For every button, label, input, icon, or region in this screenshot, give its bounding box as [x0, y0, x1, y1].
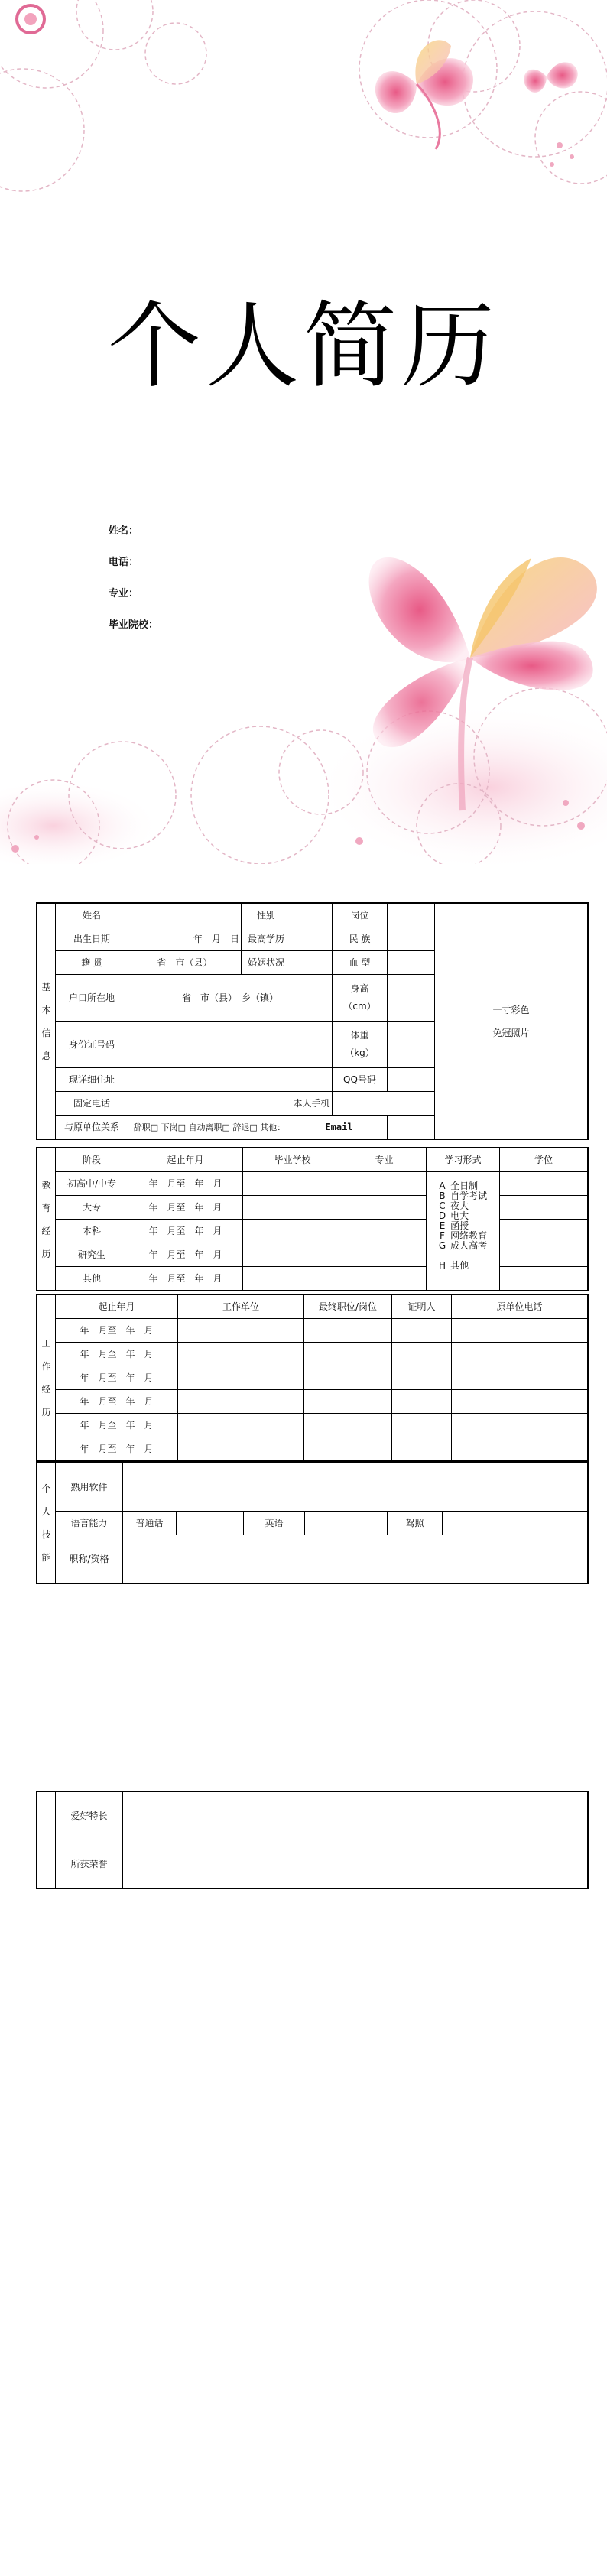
cover-field-label: 毕业院校：	[109, 619, 159, 631]
label-birth: 出生日期	[56, 927, 128, 951]
label-weight	[333, 1022, 388, 1068]
section-char: 个	[41, 1483, 51, 1494]
edu-school[interactable]	[243, 1243, 342, 1267]
basic-section-label	[37, 904, 56, 1139]
section-char: 能	[41, 1552, 51, 1563]
label-driving: 驾照	[388, 1512, 443, 1535]
field-gender[interactable]	[291, 904, 333, 927]
section-char: 息	[41, 1050, 51, 1061]
work-header-phone: 原单位电话	[452, 1295, 588, 1319]
edu-school[interactable]	[243, 1267, 342, 1291]
work-company[interactable]	[178, 1343, 304, 1366]
form-name: 夜大	[450, 1200, 469, 1211]
extra-side	[37, 1792, 56, 1889]
work-period[interactable]: 年 月至 年 月	[56, 1319, 178, 1343]
label-degree: 最高学历	[242, 927, 291, 951]
work-reference[interactable]	[392, 1366, 452, 1390]
edu-school[interactable]	[243, 1196, 342, 1220]
work-header-reference: 证明人	[392, 1295, 452, 1319]
field-native[interactable]: 省 市（县）	[128, 951, 242, 975]
section-char: 经	[41, 1384, 51, 1395]
photo-line-1: 一寸彩色	[492, 1004, 530, 1015]
edu-period[interactable]: 年 月至 年 月	[128, 1220, 243, 1243]
form-name: 电大	[450, 1210, 469, 1221]
section-char: 本	[41, 1004, 51, 1015]
section-char: 信	[41, 1027, 51, 1038]
education-table	[37, 1148, 588, 1291]
form-name: 成人高考	[450, 1240, 488, 1251]
work-section-label	[37, 1295, 56, 1461]
work-table	[37, 1294, 588, 1461]
label-language: 语言能力	[56, 1512, 123, 1535]
work-company[interactable]	[178, 1366, 304, 1390]
skills-section-label	[37, 1463, 56, 1584]
field-mobile[interactable]	[333, 1092, 435, 1116]
edu-school[interactable]	[243, 1220, 342, 1243]
field-english[interactable]	[305, 1512, 388, 1535]
field-id[interactable]	[128, 1022, 333, 1068]
work-position[interactable]	[304, 1390, 392, 1414]
edu-period[interactable]: 年 月至 年 月	[128, 1243, 243, 1267]
field-awards[interactable]	[123, 1840, 588, 1889]
label-mandarin: 普通话	[123, 1512, 177, 1535]
work-position[interactable]	[304, 1437, 392, 1461]
basic-info-table	[37, 903, 588, 1139]
field-height[interactable]	[388, 975, 435, 1022]
edu-degree[interactable]	[500, 1172, 588, 1196]
edu-major[interactable]	[342, 1243, 427, 1267]
field-driving[interactable]	[443, 1512, 588, 1535]
edu-degree[interactable]	[500, 1243, 588, 1267]
edu-major[interactable]	[342, 1172, 427, 1196]
work-reference[interactable]	[392, 1437, 452, 1461]
label-hukou: 户口所在地	[56, 975, 128, 1022]
section-char: 历	[41, 1407, 51, 1418]
work-header-period: 起止年月	[56, 1295, 178, 1319]
form-letter: F	[440, 1230, 445, 1241]
field-position[interactable]	[388, 904, 435, 927]
work-period[interactable]: 年 月至 年 月	[56, 1390, 178, 1414]
height-unit: （cm）	[343, 1001, 376, 1012]
edu-stage: 本科	[56, 1220, 128, 1243]
work-phone[interactable]	[452, 1319, 588, 1343]
work-company[interactable]	[178, 1437, 304, 1461]
edu-period[interactable]: 年 月至 年 月	[128, 1172, 243, 1196]
work-company[interactable]	[178, 1319, 304, 1343]
work-period[interactable]: 年 月至 年 月	[56, 1366, 178, 1390]
extra-table	[37, 1792, 588, 1889]
work-position[interactable]	[304, 1414, 392, 1437]
edu-major[interactable]	[342, 1196, 427, 1220]
field-software[interactable]	[123, 1463, 588, 1512]
edu-stage: 研究生	[56, 1243, 128, 1267]
label-blood: 血 型	[333, 951, 388, 975]
form-letter: B	[439, 1191, 446, 1201]
cover-info	[109, 522, 158, 648]
field-title[interactable]	[123, 1535, 588, 1584]
edu-major[interactable]	[342, 1267, 427, 1291]
section-char: 基	[41, 981, 51, 992]
label-address: 现详细住址	[56, 1068, 128, 1092]
form-name: 全日制	[450, 1181, 479, 1191]
weight-text: 体重	[350, 1030, 369, 1041]
label-nation: 民 族	[333, 927, 388, 951]
edu-header-form: 学习形式	[427, 1148, 500, 1172]
section-char: 教	[41, 1179, 51, 1191]
field-address[interactable]	[128, 1068, 333, 1092]
form-name: 函授	[450, 1220, 469, 1231]
edu-school[interactable]	[243, 1172, 342, 1196]
label-qq: QQ号码	[333, 1068, 388, 1092]
edu-degree[interactable]	[500, 1196, 588, 1220]
work-phone[interactable]	[452, 1437, 588, 1461]
field-email[interactable]	[388, 1116, 435, 1139]
label-phone: 固定电话	[56, 1092, 128, 1116]
edu-header-school: 毕业学校	[243, 1148, 342, 1172]
work-reference[interactable]	[392, 1343, 452, 1366]
label-native: 籍 贯	[56, 951, 128, 975]
work-header-position: 最终职位/岗位	[304, 1295, 392, 1319]
label-relation: 与原单位关系	[56, 1116, 128, 1139]
cover-field-major	[109, 585, 158, 616]
field-marital[interactable]	[291, 951, 333, 975]
work-reference[interactable]	[392, 1319, 452, 1343]
edu-stage: 其他	[56, 1267, 128, 1291]
form-letter: C	[439, 1200, 446, 1211]
field-nation[interactable]	[388, 927, 435, 951]
field-hukou[interactable]: 省 市（县） 乡（镇）	[128, 975, 333, 1022]
work-company[interactable]	[178, 1414, 304, 1437]
label-english: 英语	[244, 1512, 305, 1535]
work-position[interactable]	[304, 1319, 392, 1343]
work-period[interactable]: 年 月至 年 月	[56, 1414, 178, 1437]
form-letter: E	[439, 1220, 446, 1231]
field-name[interactable]	[128, 904, 242, 927]
edu-degree[interactable]	[500, 1220, 588, 1243]
work-phone[interactable]	[452, 1343, 588, 1366]
field-relation[interactable]: 辞职□ 下岗□ 自动离职□ 辞退□ 其他：	[128, 1116, 291, 1139]
edu-stage: 大专	[56, 1196, 128, 1220]
edu-forms-legend	[427, 1172, 500, 1291]
cover-field-label: 专业：	[109, 588, 139, 599]
label-height	[333, 975, 388, 1022]
cover-field-school	[109, 616, 158, 648]
field-mandarin[interactable]	[177, 1512, 244, 1535]
section-char: 人	[41, 1506, 51, 1517]
work-position[interactable]	[304, 1343, 392, 1366]
field-hobby[interactable]	[123, 1792, 588, 1840]
skills-table	[37, 1463, 588, 1584]
form-letter: A	[439, 1181, 446, 1191]
section-char: 工	[41, 1338, 51, 1349]
height-text: 身高	[350, 983, 369, 994]
label-gender: 性别	[242, 904, 291, 927]
cover-field-name	[109, 522, 158, 554]
section-char: 作	[41, 1361, 51, 1372]
cover-field-label: 电话：	[109, 557, 139, 568]
work-header-company: 工作单位	[178, 1295, 304, 1319]
edu-header-degree: 学位	[500, 1148, 588, 1172]
work-reference[interactable]	[392, 1390, 452, 1414]
label-software: 熟用软件	[56, 1463, 123, 1512]
section-char: 历	[41, 1248, 51, 1259]
label-awards: 所获荣誉	[56, 1840, 123, 1889]
cover-field-phone	[109, 554, 158, 585]
form-letter: G	[438, 1240, 446, 1251]
edu-major[interactable]	[342, 1220, 427, 1243]
label-mobile: 本人手机	[291, 1092, 333, 1116]
edu-degree[interactable]	[500, 1267, 588, 1291]
work-phone[interactable]	[452, 1414, 588, 1437]
form-letter: D	[438, 1210, 446, 1221]
form-name: 网络教育	[450, 1230, 488, 1241]
section-char: 经	[41, 1225, 51, 1236]
education-section-label	[37, 1148, 56, 1291]
edu-header-stage: 阶段	[56, 1148, 128, 1172]
field-degree[interactable]	[291, 927, 333, 951]
field-blood[interactable]	[388, 951, 435, 975]
photo-line-2: 免冠照片	[492, 1027, 530, 1038]
label-hobby: 爱好特长	[56, 1792, 123, 1840]
label-name: 姓名	[56, 904, 128, 927]
edu-period[interactable]: 年 月至 年 月	[128, 1196, 243, 1220]
label-id: 身份证号码	[56, 1022, 128, 1068]
edu-stage: 初高中/中专	[56, 1172, 128, 1196]
cover-decoration	[0, 0, 607, 864]
cover-field-label: 姓名：	[109, 525, 139, 537]
section-char: 技	[41, 1529, 51, 1540]
section-char: 育	[41, 1202, 51, 1213]
form-name: 其他	[450, 1260, 469, 1271]
edu-header-major: 专业	[342, 1148, 427, 1172]
field-birth[interactable]: 年 月 日	[128, 927, 242, 951]
work-period[interactable]: 年 月至 年 月	[56, 1437, 178, 1461]
work-company[interactable]	[178, 1390, 304, 1414]
work-phone[interactable]	[452, 1390, 588, 1414]
work-position[interactable]	[304, 1366, 392, 1390]
work-reference[interactable]	[392, 1414, 452, 1437]
field-weight[interactable]	[388, 1022, 435, 1068]
edu-header-period: 起止年月	[128, 1148, 243, 1172]
field-qq[interactable]	[388, 1068, 435, 1092]
form-name: 自学考试	[450, 1191, 488, 1201]
label-marital: 婚姻状况	[242, 951, 291, 975]
field-phone[interactable]	[128, 1092, 291, 1116]
work-period[interactable]: 年 月至 年 月	[56, 1343, 178, 1366]
edu-period[interactable]: 年 月至 年 月	[128, 1267, 243, 1291]
label-email: Email	[291, 1116, 388, 1139]
work-phone[interactable]	[452, 1366, 588, 1390]
label-title: 职称/资格	[56, 1535, 123, 1584]
photo-box[interactable]	[435, 904, 588, 1139]
form-letter: H	[438, 1260, 446, 1271]
label-position: 岗位	[333, 904, 388, 927]
weight-unit: （kg）	[345, 1048, 375, 1058]
resume-title: 个人简历	[108, 292, 499, 401]
